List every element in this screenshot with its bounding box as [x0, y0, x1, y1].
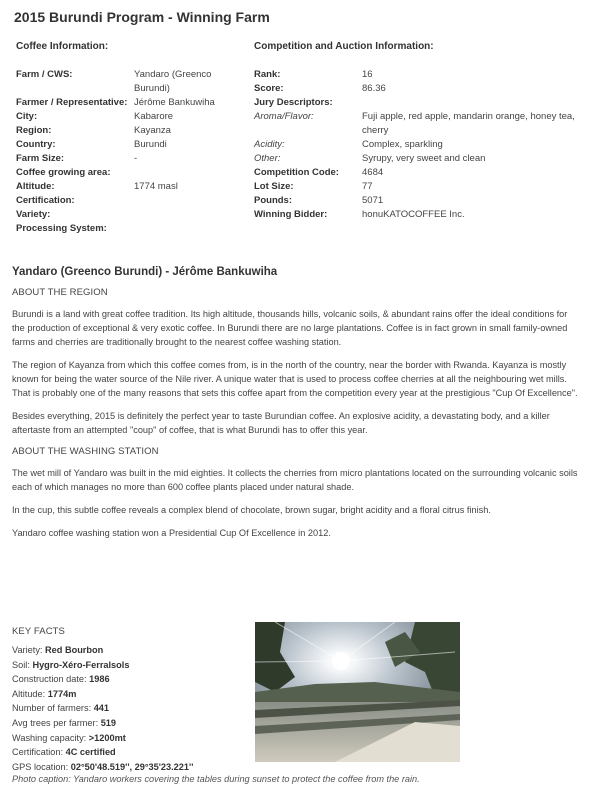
info-row	[254, 82, 594, 96]
info-label: Rank:	[254, 69, 281, 80]
paragraph: The wet mill of Yandaro was built in the mid eighties. It collects the cherries from micro plantations located on the surrounding volcanic soils each of which manages no more than 600 coffee plants placed under natural shade.	[12, 468, 578, 492]
info-value: Burundi	[134, 139, 167, 150]
info-label: Farm Size:	[16, 153, 65, 164]
info-row	[254, 68, 594, 82]
info-row	[254, 166, 594, 180]
info-row	[254, 208, 594, 222]
info-label: Farm / CWS:	[16, 69, 73, 80]
info-value: Syrupy, very sweet and clean	[362, 153, 486, 164]
info-value: -	[134, 153, 138, 164]
key-facts-heading: KEY FACTS	[12, 626, 65, 637]
key-fact	[12, 643, 252, 658]
info-row	[16, 138, 246, 152]
key-fact	[12, 745, 252, 760]
info-value: 86.36	[362, 83, 386, 94]
key-fact-label: Number of farmers:	[12, 703, 94, 714]
info-value: 4684	[362, 167, 384, 178]
info-label: Other:	[254, 153, 281, 164]
key-fact-label: Construction date:	[12, 674, 90, 685]
key-fact-label: Certification:	[12, 747, 66, 758]
info-row	[16, 152, 246, 166]
info-row	[16, 166, 246, 180]
about-washing-station-heading: ABOUT THE WASHING STATION	[12, 446, 159, 457]
coffee-information-section	[16, 40, 246, 236]
key-fact	[12, 687, 252, 702]
info-row	[16, 222, 246, 236]
key-fact-label: GPS location:	[12, 761, 71, 772]
coffee-information-heading: Coffee Information:	[16, 41, 109, 52]
info-value	[134, 166, 244, 180]
key-facts	[12, 626, 252, 774]
info-label: Aroma/Flavor:	[254, 111, 314, 122]
key-fact-value: 519	[100, 717, 117, 728]
info-value: Jérôme Bankuwiha	[134, 97, 215, 108]
info-row	[254, 152, 594, 166]
article-title: Yandaro (Greenco Burundi) - Jérôme Bankuwiha	[12, 266, 278, 278]
key-fact-value: 1986	[89, 674, 110, 685]
info-label: Country:	[16, 139, 56, 150]
info-value	[134, 194, 244, 208]
info-value: 5071	[362, 195, 384, 206]
info-value: 16	[362, 69, 373, 80]
info-label: Certification:	[16, 195, 75, 206]
paragraph: Yandaro coffee washing station won a Presidential Cup Of Excellence in 2012.	[12, 528, 331, 538]
info-value: Kayanza	[134, 125, 171, 136]
info-label: Jury Descriptors:	[254, 97, 333, 108]
info-label: Pounds:	[254, 195, 292, 206]
info-value	[134, 222, 244, 236]
key-fact-label: Altitude:	[12, 688, 48, 699]
info-value: Fuji apple, red apple, mandarin orange, honey tea, cherry	[362, 111, 575, 136]
washing-station-photo	[255, 622, 460, 762]
info-value: 1774 masl	[134, 181, 178, 192]
article	[12, 266, 582, 549]
info-value	[134, 208, 244, 222]
paragraph: The region of Kayanza from which this coffee comes from, is in the north of the country, near the border with Rwanda. Kayanza is mostly known for being the water source of the Nile river. A unique water that is used to process coffee cherries at all the neighbouring wet mills. That is probably one of the many reasons that sets this coffee apart from the competition every year at the prestigious "Cup Of Excellence".	[12, 360, 578, 398]
about-region-heading: ABOUT THE REGION	[12, 287, 108, 298]
info-value: Kabarore	[134, 111, 174, 122]
info-label: Winning Bidder:	[254, 209, 328, 220]
key-fact-value: 1774m	[47, 688, 77, 699]
info-row	[254, 138, 594, 152]
photo-caption: Photo caption: Yandaro workers covering the tables during sunset to protect the coffee from the rain.	[12, 774, 420, 784]
info-row	[16, 68, 246, 96]
key-fact	[12, 731, 252, 746]
sunset-drying-tables-image	[255, 622, 460, 762]
info-row	[254, 180, 594, 194]
info-label: Processing System:	[16, 223, 107, 234]
key-fact-value: 02°50'48.519'', 29°35'23.221''	[70, 761, 194, 772]
key-fact	[12, 760, 252, 775]
info-label: Acidity:	[254, 139, 285, 150]
info-label: Coffee growing area:	[16, 167, 111, 178]
info-value: Complex, sparkling	[362, 139, 443, 150]
key-fact-value: Hygro-Xéro-Ferralsols	[32, 659, 130, 670]
competition-information-heading: Competition and Auction Information:	[254, 41, 434, 52]
info-row	[16, 110, 246, 124]
info-label: Competition Code:	[254, 167, 339, 178]
info-row	[16, 180, 246, 194]
paragraph: Burundi is a land with great coffee tradition. Its high altitude, thousands hills, volcanic soils, & abundant rains offer the ideal conditions for the production of exceptional & very exotic coffee. In Burundi there are no large plantations. Coffee is in fact grown in small family-owned farms and cherries are traditionally brought to the nearest coffee washing station.	[12, 309, 568, 347]
competition-information-section	[254, 40, 594, 222]
info-label: Region:	[16, 125, 52, 136]
info-value: honuKATOCOFFEE Inc.	[362, 209, 465, 220]
info-label: Lot Size:	[254, 181, 294, 192]
key-fact	[12, 701, 252, 716]
paragraph: Besides everything, 2015 is definitely the perfect year to taste Burundian coffee. An explosive acidity, a devastating body, and a killer aftertaste from an attempted "coup" of coffee, that is what Burundi has to offer this year.	[12, 411, 550, 435]
key-fact-value: 441	[93, 703, 110, 714]
key-fact-label: Avg trees per farmer:	[12, 717, 101, 728]
info-label: Farmer / Representative:	[16, 97, 128, 108]
info-value: 77	[362, 181, 373, 192]
info-row	[254, 110, 594, 138]
info-value: Yandaro (Greenco Burundi)	[134, 69, 212, 94]
info-row	[254, 194, 594, 208]
info-row	[16, 194, 246, 208]
key-fact	[12, 658, 252, 673]
key-fact	[12, 716, 252, 731]
info-value	[362, 96, 594, 110]
info-row	[16, 208, 246, 222]
info-row	[16, 124, 246, 138]
key-fact-label: Washing capacity:	[12, 732, 89, 743]
info-label: Variety:	[16, 209, 51, 220]
info-label: City:	[16, 111, 38, 122]
key-fact-value: 4C certified	[65, 747, 116, 758]
key-fact-value: >1200mt	[88, 732, 126, 743]
page-title: 2015 Burundi Program - Winning Farm	[14, 9, 270, 25]
info-row	[254, 96, 594, 110]
info-row	[16, 96, 246, 110]
info-label: Altitude:	[16, 181, 55, 192]
key-fact	[12, 672, 252, 687]
info-label: Score:	[254, 83, 284, 94]
key-fact-value: Red Bourbon	[45, 645, 104, 655]
key-fact-label: Variety:	[12, 645, 46, 655]
key-fact-label: Soil:	[12, 659, 33, 670]
paragraph: In the cup, this subtle coffee reveals a complex blend of chocolate, brown sugar, bright acidity and a floral citrus finish.	[12, 505, 491, 515]
